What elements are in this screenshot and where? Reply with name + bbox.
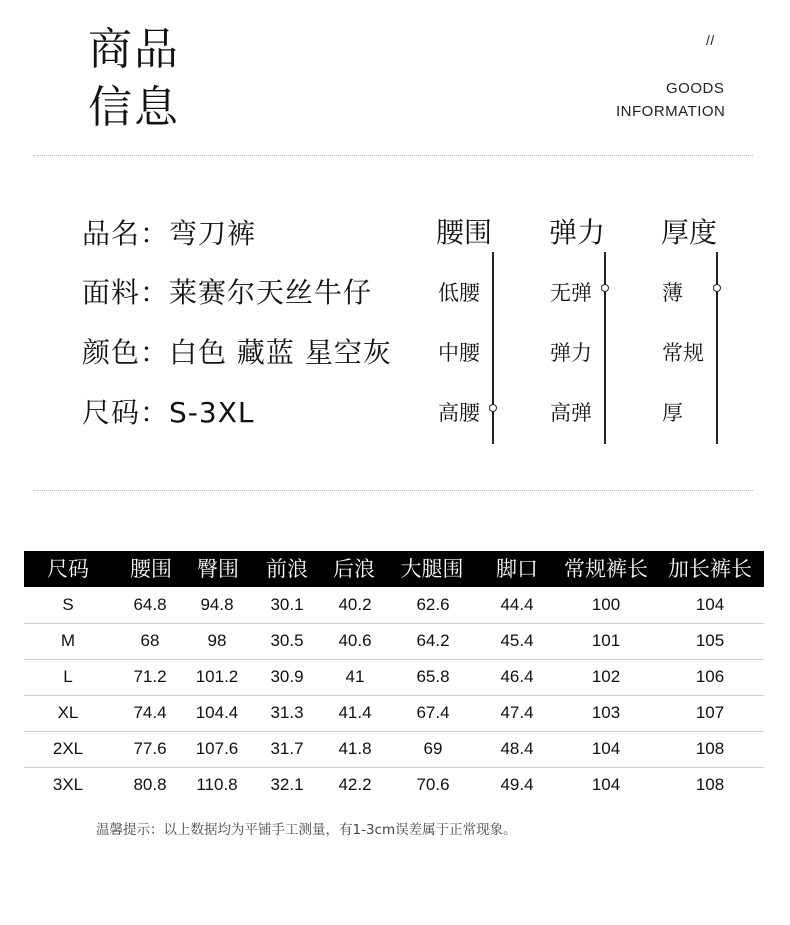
- header-regular-length: 常规裤长: [564, 557, 648, 581]
- english-title-line-2: INFORMATION: [616, 103, 726, 120]
- table-cell: 100: [591, 595, 621, 614]
- table-cell: 103: [591, 703, 621, 722]
- info-row-size: [82, 391, 255, 431]
- table-cell: 41.4: [338, 703, 372, 722]
- scale-level-no-stretch: 无弹: [550, 281, 592, 305]
- scale-line-thickness: [716, 252, 718, 444]
- scale-title-waist: 腰围: [436, 216, 493, 249]
- table-cell: 74.4: [133, 703, 167, 722]
- table-cell: 46.4: [500, 667, 534, 686]
- table-cell: 68: [140, 631, 160, 650]
- header-thigh: 大腿围: [400, 557, 464, 581]
- table-cell: 40.2: [338, 595, 372, 614]
- table-cell: 45.4: [500, 631, 534, 650]
- divider-middle: [33, 490, 753, 491]
- table-cell: 44.4: [500, 595, 534, 614]
- size-table-header: [24, 551, 764, 587]
- header-hip: 臀围: [197, 557, 239, 581]
- scale-level-high-waist: 高腰: [438, 401, 480, 425]
- header-back-rise: 后浪: [333, 557, 375, 581]
- header-leg-opening: 脚口: [496, 557, 538, 581]
- scale-line-waist: [492, 252, 494, 444]
- info-label: 面料：: [82, 276, 170, 309]
- table-cell: 101: [591, 631, 621, 650]
- table-cell: 101.2: [195, 667, 239, 686]
- header-waist: 腰围: [130, 557, 172, 581]
- table-cell: 94.8: [200, 595, 234, 614]
- table-cell: 48.4: [500, 739, 534, 758]
- table-cell: 110.8: [196, 775, 238, 794]
- table-cell: 30.9: [270, 667, 304, 686]
- measurement-note: 温馨提示：以上数据均为平铺手工测量，有1-3cm误差属于正常现象。: [96, 822, 517, 838]
- scale-title-thickness: 厚度: [661, 216, 718, 249]
- table-cell: 69: [423, 739, 443, 758]
- table-row: [24, 587, 764, 623]
- table-row: [24, 695, 764, 731]
- scale-level-thin: 薄: [662, 281, 683, 305]
- table-cell: 104.4: [195, 703, 239, 722]
- size-label-cell: M: [60, 631, 76, 650]
- slash-decoration: //: [706, 32, 715, 48]
- table-cell: 107: [695, 703, 725, 722]
- scale-level-regular: 常规: [662, 341, 704, 365]
- table-cell: 98: [207, 631, 227, 650]
- table-cell: 31.7: [270, 739, 304, 758]
- table-cell: 31.3: [270, 703, 304, 722]
- scale-marker-waist: [489, 404, 497, 412]
- table-cell: 106: [695, 667, 725, 686]
- table-cell: 41.8: [338, 739, 372, 758]
- table-row: [24, 623, 764, 659]
- info-value: 白色 藏蓝 星空灰: [169, 336, 392, 369]
- table-cell: 30.5: [270, 631, 304, 650]
- scale-level-mid-waist: 中腰: [438, 341, 480, 365]
- table-cell: 47.4: [500, 703, 534, 722]
- table-cell: 64.2: [416, 631, 450, 650]
- table-cell: 107.6: [195, 739, 239, 758]
- title-line-1: 商品: [88, 24, 180, 75]
- size-label-cell: 3XL: [52, 775, 84, 794]
- table-cell: 80.8: [133, 775, 167, 794]
- table-cell: 70.6: [416, 775, 450, 794]
- table-cell: 108: [695, 775, 725, 794]
- table-cell: 30.1: [270, 595, 304, 614]
- scale-level-thick: 厚: [662, 401, 683, 425]
- table-cell: 104: [591, 739, 621, 758]
- table-cell: 32.1: [270, 775, 304, 794]
- table-cell: 108: [695, 739, 725, 758]
- table-cell: 77.6: [133, 739, 167, 758]
- table-cell: 40.6: [338, 631, 372, 650]
- scale-marker-thickness: [713, 284, 721, 292]
- table-row: [24, 731, 764, 767]
- info-row-fabric: [82, 271, 372, 311]
- table-cell: 104: [591, 775, 621, 794]
- info-label: 尺码：: [82, 396, 170, 429]
- header-front-rise: 前浪: [266, 557, 308, 581]
- info-value: 弯刀裤: [169, 217, 257, 250]
- size-table-body: [24, 587, 764, 803]
- table-cell: 41: [345, 667, 365, 686]
- table-cell: 104: [695, 595, 725, 614]
- scale-line-stretch: [604, 252, 606, 444]
- info-row-color: [82, 331, 392, 371]
- scale-level-low-waist: 低腰: [438, 281, 480, 305]
- table-cell: 64.8: [133, 595, 167, 614]
- table-cell: 49.4: [500, 775, 534, 794]
- scale-marker-stretch: [601, 284, 609, 292]
- english-title-line-1: GOODS: [666, 80, 725, 97]
- table-cell: 71.2: [133, 667, 167, 686]
- header-size: 尺码: [47, 557, 89, 581]
- divider-top: [33, 155, 753, 156]
- table-cell: 65.8: [416, 667, 450, 686]
- title-line-2: 信息: [88, 82, 180, 133]
- size-label-cell: 2XL: [52, 739, 84, 758]
- table-cell: 62.6: [416, 595, 450, 614]
- info-value: 莱赛尔天丝牛仔: [169, 276, 373, 309]
- info-row-name: [82, 212, 256, 252]
- table-cell: 105: [695, 631, 725, 650]
- scale-level-stretch: 弹力: [550, 341, 592, 365]
- info-value: S-3XL: [169, 396, 255, 429]
- scale-title-stretch: 弹力: [549, 216, 606, 249]
- scale-level-high-stretch: 高弹: [550, 401, 592, 425]
- header-long-length: 加长裤长: [668, 557, 752, 581]
- table-cell: 42.2: [338, 775, 372, 794]
- info-label: 颜色：: [82, 336, 170, 369]
- table-cell: 102: [591, 667, 621, 686]
- size-label-cell: S: [62, 595, 74, 614]
- size-label-cell: XL: [57, 703, 79, 722]
- table-row: [24, 659, 764, 695]
- table-row: [24, 767, 764, 803]
- table-cell: 67.4: [416, 703, 450, 722]
- size-label-cell: L: [63, 667, 73, 686]
- info-label: 品名：: [82, 217, 170, 250]
